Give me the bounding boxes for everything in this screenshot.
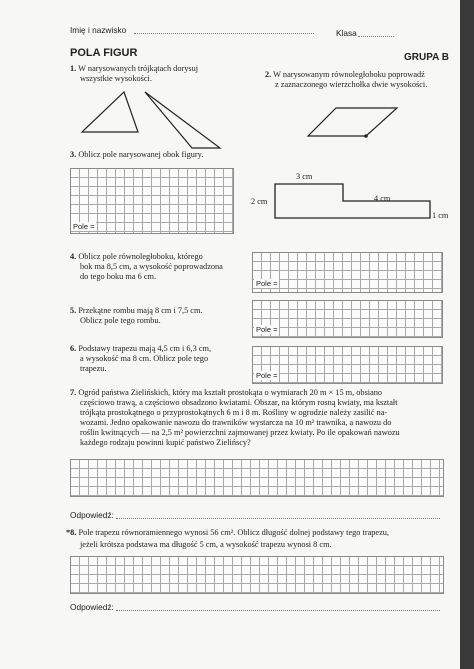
dim-right: 1 cm: [432, 211, 449, 220]
task-7-text-line6: każdego rodzaju powinni kupić państwo Zielińscy?: [80, 438, 251, 447]
task-5-answer-label: Pole =: [256, 325, 278, 334]
task-6-text-line3: trapezu.: [80, 364, 107, 373]
task-3-answer-label: Pole =: [73, 222, 95, 231]
task-1-text: 1. W narysowanych trójkątach dorysuj: [70, 64, 199, 73]
task-8-answer-label: Odpowiedź:: [70, 602, 114, 612]
task-2-text-line2: z zaznaczonego wierzchołka dwie wysokości.: [275, 80, 428, 89]
task-7-grid[interactable]: [70, 459, 444, 497]
task-2-text: 2. W narysowanym równoległoboku poprowadź: [265, 70, 425, 79]
task-5-text-line2: Oblicz pole tego rombu.: [80, 316, 161, 325]
dim-left: 2 cm: [251, 197, 268, 206]
task-3-text: 3. Oblicz pole narysowanej obok figury.: [70, 150, 204, 159]
task-7-text-line4: wozami. Jedno opakowanie nawozu do trawników wystarcza na 10 m² trawnika, a nawozu do: [80, 418, 392, 427]
group-label: GRUPA B: [404, 52, 449, 63]
task-8-grid[interactable]: [70, 556, 444, 594]
page-title: POLA FIGUR: [70, 47, 138, 59]
task-7-text: 7. Ogród państwa Zielińskich, który ma kształt prostokąta o wymiarach 20 m × 15 m, obsiano: [70, 388, 383, 397]
task-7-answer-line[interactable]: [116, 518, 440, 519]
task-5-text: 5. Przekątne rombu mają 8 cm i 7,5 cm.: [70, 306, 203, 315]
task-5-grid[interactable]: [252, 300, 443, 338]
task-8-text-line2: jeżeli krótsza podstawa ma długość 5 cm, a wysokość trapezu wynosi 8 cm.: [80, 540, 332, 549]
task-7-answer-label: Odpowiedź:: [70, 510, 114, 520]
dim-middle: 4 cm: [374, 194, 391, 203]
task-7-text-line2: częściowo trawą, a częściowo obsadzono kwiatami. Obszar, na którym rosną kwiaty, ma kształt: [80, 398, 398, 407]
task-4-text-line3: do tego boku ma 6 cm.: [80, 272, 157, 281]
task-6-text-line2: a wysokość ma 8 cm. Oblicz pole tego: [80, 354, 209, 363]
task-4-answer-label: Pole =: [256, 279, 278, 288]
class-label: Klasa: [336, 28, 357, 38]
task-7-text-line3: trójkąta prostokątnego o przyprostokątnych 6 m i 8 m. Rośliny w ogrodzie należy zasilić na-: [80, 408, 388, 417]
task-6-text: 6. Podstawy trapezu mają 4,5 cm i 6,3 cm,: [70, 344, 212, 353]
task-8-text: *8. Pole trapezu równoramiennego wynosi 56 cm². Oblicz długość dolnej podstawy tego trapezu,: [66, 528, 389, 537]
task-4-text-line2: bok ma 8,5 cm, a wysokość poprowadzona: [80, 262, 223, 271]
task-4-grid[interactable]: [252, 252, 443, 293]
task-7-text-line5: roślin kwitnących — na 2,5 m² powierzchni zajmowanej przez kwiaty. Po ile opakowań nawozu: [80, 428, 400, 437]
task-8-answer-line[interactable]: [116, 610, 440, 611]
task-4-text: 4. Oblicz pole równoległoboku, którego: [70, 252, 203, 261]
dim-top: 3 cm: [296, 172, 313, 181]
name-label: Imię i nazwisko: [70, 25, 127, 35]
scan-edge: [460, 0, 474, 669]
task-1-text-line2: wszystkie wysokości.: [80, 74, 152, 83]
task-6-answer-label: Pole =: [256, 371, 278, 380]
task-6-grid[interactable]: [252, 346, 443, 384]
